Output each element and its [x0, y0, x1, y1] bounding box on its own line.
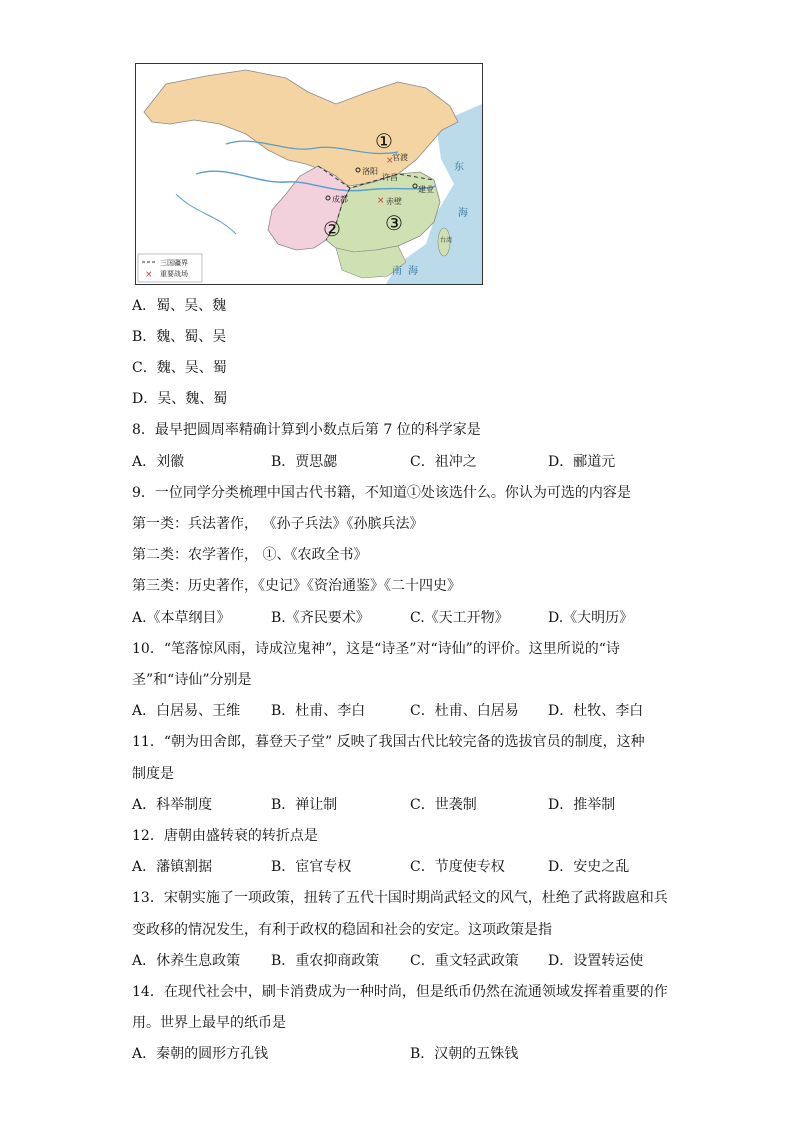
q12-option-b: B．宦官专权 [271, 859, 352, 875]
q14-option-a: A．秦朝的圆形方孔钱 [132, 1046, 269, 1062]
place-luoyang: 洛阳 [362, 167, 378, 176]
region-label-wu: ③ [385, 211, 403, 235]
q9-option-a: A.《本草纲目》 [132, 610, 231, 626]
battle-mark-guandu: × [386, 156, 394, 166]
map-svg [136, 64, 482, 284]
q9-option-d: D.《大明历》 [548, 610, 634, 626]
q8-option-d: D．郦道元 [548, 454, 616, 470]
q11-option-a: A．科举制度 [132, 797, 213, 813]
place-chibi: 赤壁 [386, 197, 402, 206]
battle-mark-chibi: × [377, 196, 385, 206]
q12-option-a: A．藩镇割据 [132, 859, 213, 875]
q11-option-b: B．禅让制 [271, 797, 338, 813]
q8-option-c: C．祖冲之 [410, 454, 477, 470]
q7-option-c: C．魏、吴、蜀 [132, 360, 227, 376]
q8-option-b: B．贾思勰 [271, 454, 338, 470]
legend-battle-label: 重要战场 [160, 270, 188, 278]
region-label-shu: ② [323, 217, 341, 241]
sea-label-east-1: 东 [454, 162, 464, 173]
sea-label-south-2: 海 [408, 266, 418, 277]
q14-option-b: B．汉朝的五铢钱 [410, 1046, 519, 1062]
island-label: 台湾 [440, 237, 453, 244]
q12-option-d: D．安史之乱 [548, 859, 630, 875]
q13-stem-1: 13．宋朝实施了一项政策，扭转了五代十国时期尚武轻文的风气，杜绝了武将跋扈和兵 [132, 890, 668, 906]
place-xuchang: 许昌 [382, 173, 398, 182]
q11-stem-1: 11．“朝为田舍郎，暮登天子堂” 反映了我国古代比较完备的选拔官员的制度，这种 [132, 734, 645, 750]
sea-label-east-2: 海 [458, 208, 468, 219]
q13-option-c: C．重文轻武政策 [410, 953, 519, 969]
q14-stem-1: 14．在现代社会中，刷卡消费成为一种时尚，但是纸币仍然在流通领域发挥着重要的作 [132, 984, 668, 1000]
q13-option-d: D．设置转运使 [548, 953, 644, 969]
q10-option-a: A．白居易、王维 [132, 703, 241, 719]
q9-line-3: 第三类：历史著作，《史记》《资治通鉴》《二十四史》 [132, 578, 461, 594]
legend-border-label: 三国疆界 [160, 259, 188, 267]
q10-stem-2: 圣”和“诗仙”分别是 [132, 672, 252, 688]
three-kingdoms-map [135, 63, 483, 285]
region-label-wei: ① [375, 129, 393, 153]
q8-stem: 8．最早把圆周率精确计算到小数点后第 7 位的科学家是 [132, 422, 481, 438]
place-chengdu: 成都 [332, 195, 348, 204]
q9-option-b: B.《齐民要术》 [271, 610, 370, 626]
place-guandu: 官渡 [392, 153, 408, 162]
q13-option-a: A．休养生息政策 [132, 953, 241, 969]
sea-label-south-1: 南 [392, 266, 402, 277]
q10-option-d: D．杜牧、李白 [548, 703, 644, 719]
q9-line-1: 第一类：兵法著作， 《孙子兵法》《孙膑兵法》 [132, 516, 424, 532]
q9-stem: 9．一位同学分类梳理中国古代书籍，不知道①处该选什么。你认为可选的内容是 [132, 485, 631, 501]
q12-stem: 12．唐朝由盛转衰的转折点是 [132, 828, 318, 844]
q9-option-c: C.《天工开物》 [410, 610, 509, 626]
q13-option-b: B．重农抑商政策 [271, 953, 380, 969]
legend-battle-swatch: × [145, 270, 153, 280]
q7-option-b: B．魏、蜀、吴 [132, 329, 227, 345]
q11-stem-2: 制度是 [132, 766, 174, 782]
q7-option-d: D．吴、魏、蜀 [132, 391, 228, 407]
q12-option-c: C．节度使专权 [410, 859, 505, 875]
q7-option-a: A．蜀、吴、魏 [132, 298, 227, 314]
q10-stem-1: 10．“笔落惊风雨，诗成泣鬼神”，这是“诗圣”对“诗仙”的评价。这里所说的“诗 [132, 641, 620, 657]
q13-stem-2: 变政移的情况发生，有利于政权的稳固和社会的安定。这项政策是指 [132, 922, 552, 938]
q8-option-a: A．刘徽 [132, 454, 185, 470]
q10-option-b: B．杜甫、李白 [271, 703, 366, 719]
place-jianye: 建业 [418, 185, 434, 194]
q11-option-d: D．推举制 [548, 797, 616, 813]
q10-option-c: C．杜甫、白居易 [410, 703, 519, 719]
q11-option-c: C．世袭制 [410, 797, 477, 813]
q9-line-2: 第二类：农学著作， ①、《农政全书》 [132, 547, 368, 563]
q14-stem-2: 用。世界上最早的纸币是 [132, 1015, 286, 1031]
